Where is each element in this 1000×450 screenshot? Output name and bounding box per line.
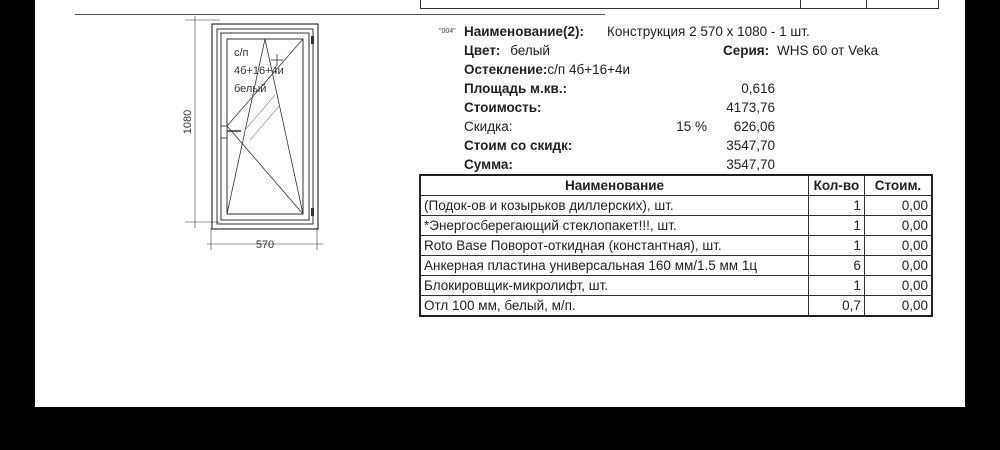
handle-icon bbox=[221, 126, 227, 138]
cost-with-discount-label: Стоим со скидк: bbox=[464, 138, 573, 153]
area-value: 0,616 bbox=[741, 81, 775, 96]
cost-label: Стоимость: bbox=[464, 100, 542, 115]
name-label: Наименование(2): bbox=[464, 24, 585, 39]
cost-value: 4173,76 bbox=[726, 100, 775, 115]
glazing-row bbox=[464, 60, 630, 79]
row-cost: 0,00 bbox=[864, 276, 932, 296]
column-header-cost: Стоим. bbox=[864, 175, 932, 196]
row-name: *Энергосберегающий стеклопакет!!!, шт. bbox=[420, 216, 809, 236]
document-sheet bbox=[35, 0, 965, 407]
table-divider bbox=[800, 0, 801, 8]
row-qty: 1 bbox=[809, 276, 865, 296]
glass-label-type: с/п bbox=[234, 47, 249, 59]
row-cost: 0,00 bbox=[864, 296, 932, 317]
series-value: WHS 60 от Veka bbox=[776, 43, 879, 58]
row-qty: 1 bbox=[809, 196, 865, 216]
item-tag: "004" bbox=[439, 28, 456, 35]
color-value: белый bbox=[510, 43, 550, 58]
components-table bbox=[419, 174, 933, 317]
row-cost: 0,00 bbox=[864, 216, 932, 236]
row-qty: 6 bbox=[809, 256, 865, 276]
width-dimension-label: 570 bbox=[255, 239, 275, 251]
row-name: Блокировщик-микролифт, шт. bbox=[420, 276, 809, 296]
row-name: Анкерная пластина универсальная 160 мм/1.5 мм 1ц bbox=[420, 256, 809, 276]
glass-label-color: белый bbox=[234, 83, 267, 95]
discount-value: 626,06 bbox=[733, 119, 775, 134]
table-row bbox=[420, 236, 932, 256]
table-row bbox=[420, 256, 932, 276]
discount-percent: 15 % bbox=[676, 119, 707, 134]
row-cost: 0,00 bbox=[864, 196, 932, 216]
column-header-name: Наименование bbox=[420, 175, 809, 196]
table-row bbox=[420, 296, 932, 317]
series-row bbox=[723, 41, 878, 60]
cost-with-discount-value: 3547,70 bbox=[726, 138, 775, 153]
table-divider bbox=[866, 0, 867, 8]
row-name: (Подок-ов и козырьков диллерских), шт. bbox=[420, 196, 809, 216]
height-dimension-label: 1080 bbox=[182, 109, 194, 135]
table-row bbox=[420, 216, 932, 236]
window-drawing bbox=[35, 0, 455, 260]
column-header-qty: Кол-во bbox=[809, 175, 865, 196]
glazing-value: с/п 4б+16+4и bbox=[547, 62, 631, 77]
table-row bbox=[420, 196, 932, 216]
table-header-row bbox=[420, 175, 932, 196]
row-qty: 1 bbox=[809, 236, 865, 256]
table-row bbox=[420, 276, 932, 296]
glazing-label: Остекление: bbox=[464, 62, 548, 77]
name-row bbox=[464, 22, 584, 41]
row-cost: 0,00 bbox=[864, 236, 932, 256]
row-qty: 1 bbox=[809, 216, 865, 236]
area-label: Площадь м.кв.: bbox=[464, 81, 568, 96]
row-name: Roto Base Поворот-откидная (константная), шт. bbox=[420, 236, 809, 256]
sum-value: 3547,70 bbox=[726, 157, 775, 172]
sum-label: Сумма: bbox=[464, 157, 513, 172]
row-name: Отл 100 мм, белый, м/п. bbox=[420, 296, 809, 317]
series-label: Серия: bbox=[723, 43, 770, 58]
discount-label: Скидка: bbox=[464, 119, 513, 134]
previous-table-edge bbox=[420, 0, 939, 9]
name-value: Конструкция 2 570 x 1080 - 1 шт. bbox=[607, 24, 810, 39]
row-cost: 0,00 bbox=[864, 256, 932, 276]
row-qty: 0,7 bbox=[809, 296, 865, 317]
color-label: Цвет: bbox=[464, 43, 501, 58]
glass-label-formula: 4б+16+4и bbox=[234, 65, 284, 77]
color-row bbox=[464, 41, 550, 60]
